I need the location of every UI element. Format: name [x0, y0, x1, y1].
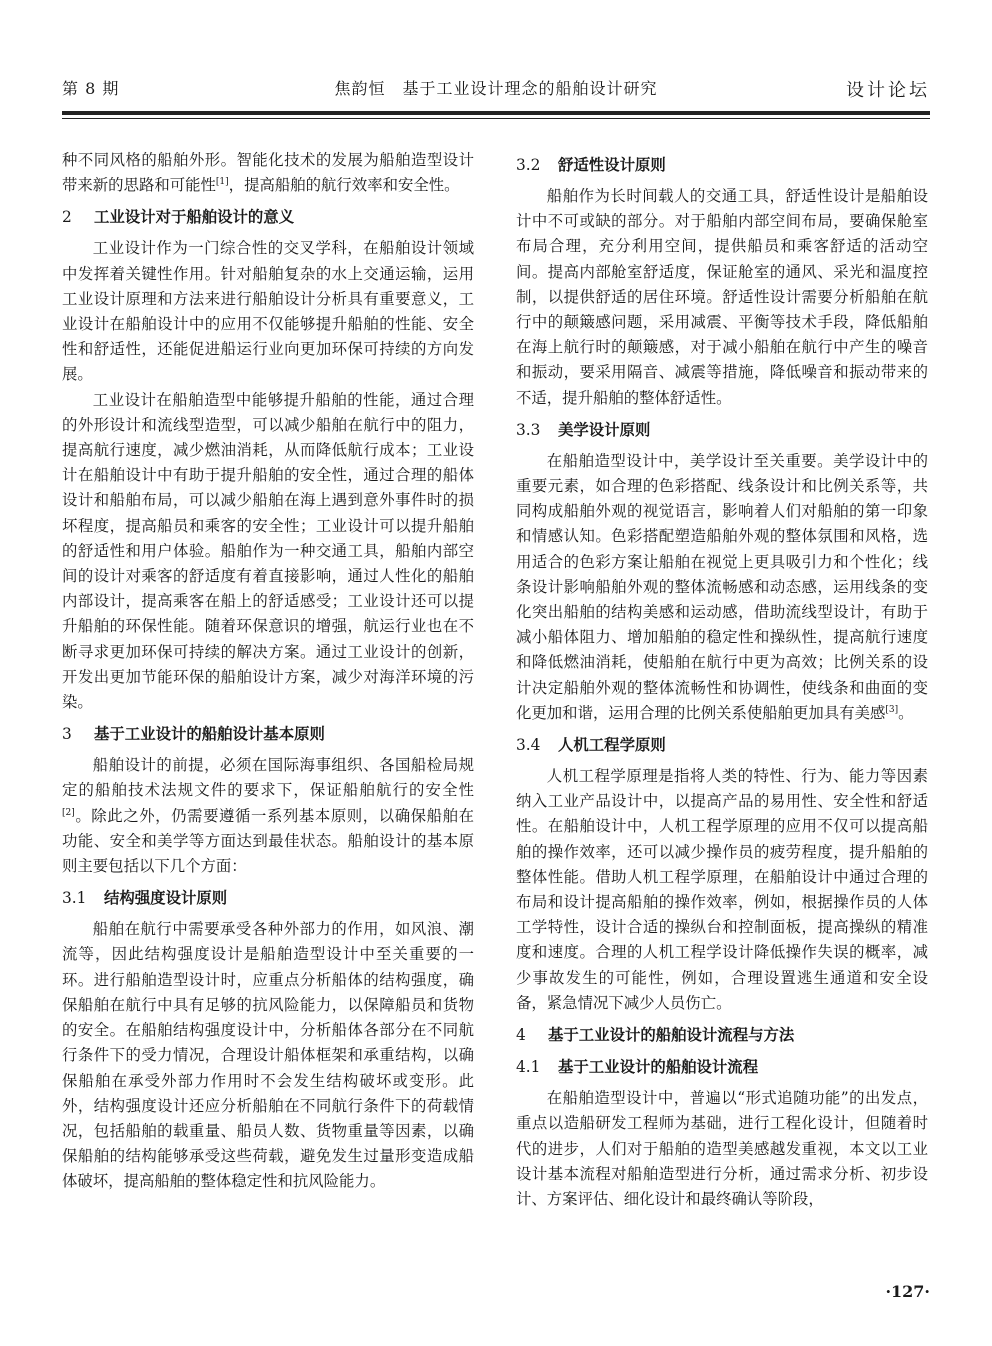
- paragraph: 工业设计作为一门综合性的交叉学科，在船舶设计领域中发挥着关键性作用。针对船舶复杂的水上交通运输，运用工业设计原理和方法来进行船舶设计分析具有重要意义，工业设计在船舶设计中的应用不仅能够提升船舶的性能、安全性和舒适性，还能促进船运行业向更加环保可持续的方向发展。: [62, 239, 474, 384]
- paragraph: 工业设计在船舶造型中能够提升船舶的性能，通过合理的外形设计和流线型造型，可以减少船舶在航行中的阻力，提高航行速度，减少燃油消耗，从而降低航行成本；工业设计在船舶设计中有助于提升船舶的安全性，通过合理的船体设计和船舶布局，可以减少船舶在海上遇到意外事件时的损坏程度，提高船员和乘客的安全性；工业设计可以提升船舶的舒适性和用户体验。船舶作为一种交通工具，船舶内部空间的设计对乘客的舒适度有着直接影响，通过人性化的船舶内部设计，提高乘客在船上的舒适感受；工业设计还可以提升船舶的环保性能。随着环保意识的增强，航运行业也在不断寻求更加环保可持续的解决方案。通过工业设计的创新，开发出更加节能环保的船舶设计方案，减少对海洋环境的污染。: [62, 390, 474, 712]
- subsection-heading-3-3: 3.3 美学设计原则: [516, 420, 651, 439]
- paragraph: 种不同风格的船舶外形。智能化技术的发展为船舶造型设计带来新的思路和可能性[1]，提高船舶的航行效率和安全性。: [62, 151, 474, 195]
- paragraph: 船舶在航行中需要承受各种外部力的作用，如风浪、潮流等，因此结构强度设计是船舶造型设计中至关重要的一环。进行船舶造型设计时，应重点分析船体的结构强度，确保船舶在航行中具有足够的抗风险能力，以保障船员和货物的安全。在船舶结构强度设计中，分析船体各部分在不同航行条件下的受力情况，合理设计船体框架和承重结构，以确保船舶在承受外部力作用时不会发生结构破坏或变形。此外，结构强度设计还应分析船舶在不同航行条件下的荷载情况，包括船舶的载重量、船员人数、货物重量等因素，以确保船舶的结构能够承受这些荷载，避免发生过量形变造成船体破坏，提高船舶的整体稳定性和抗风险能力。: [62, 920, 474, 1191]
- paragraph: 人机工程学原理是指将人类的特性、行为、能力等因素纳入工业产品设计中，以提高产品的易用性、安全性和舒适性。在船舶设计中，人机工程学原理的应用不仅可以提高船舶的操作效率，还可以减少操作员的疲劳程度，提升船舶的整体性能。借助人机工程学原理，在船舶设计中通过合理的布局和设计提高船舶的操作效率，例如，根据操作员的人体工学特性，设计合适的操纵台和控制面板，提高操纵的精准度和速度。合理的人机工程学设计降低操作失误的概率，减少事故发生的可能性，例如，合理设置逃生通道和安全设备，紧急情况下减少人员伤亡。: [516, 767, 928, 1012]
- paragraph: 船舶作为长时间载人的交通工具，舒适性设计是船舶设计中不可或缺的部分。对于船舶内部空间布局，要确保舱室布局合理，充分利用空间，提供船员和乘客舒适的活动空间。提高内部舱室舒适度，保证舱室的通风、采光和温度控制，以提供舒适的居住环境。舒适性设计需要分析船舶在航行中的颠簸感问题，采用减震、平衡等技术手段，降低船舶在海上航行时的颠簸感，对于减小船舶在航行中产生的噪音和振动，要采用隔音、减震等措施，降低噪音和振动带来的不适，提升船舶的整体舒适性。: [516, 187, 928, 407]
- paragraph: 在船舶造型设计中，美学设计至关重要。美学设计中的重要元素，如合理的色彩搭配、线条设计和比例关系等，共同构成船舶外观的视觉语言，影响着人们对船舶的第一印象和情感认知。色彩搭配塑造船舶外观的整体氛围和风格，选用适合的色彩方案让船舶在视觉上更具吸引力和个性化；线条设计影响船舶外观的整体流畅感和动态感，运用线条的变化突出船舶的结构美感和运动感，借助流线型设计，有助于减小船体阻力、增加船舶的稳定性和操纵性，提高航行速度和降低燃油消耗，使船舶在航行中更为高效；比例关系的设计决定船舶外观的整体流畅性和协调性，使线条和曲面的变化更加和谐，运用合理的比例关系使船舶更加具有美感[3]。: [516, 451, 928, 722]
- page-number: ·127·: [885, 1282, 930, 1301]
- right-column: [516, 148, 928, 1212]
- header-rule-thin: [62, 118, 930, 119]
- subsection-heading-3-4: 3.4 人机工程学原则: [516, 736, 666, 755]
- subsection-heading-3-1: 3.1 结构强度设计原则: [62, 889, 228, 908]
- running-header: [62, 76, 930, 102]
- subsection-heading-3-2: 3.2 舒适性设计原则: [516, 156, 666, 174]
- section-label: 设计论坛: [846, 80, 930, 101]
- citation-ref: [2]: [62, 807, 75, 818]
- issue-label: 第 8 期: [62, 79, 120, 98]
- paragraph: 船舶设计的前提，必须在国际海事组织、各国船检局规定的船舶技术法规文件的要求下，保证船舶航行的安全性[2]。除此之外，仍需要遵循一系列基本原则，以确保船舶在功能、安全和美学等方面达到最佳状态。船舶设计的基本原则主要包括以下几个方面：: [62, 756, 474, 876]
- citation-ref: [1]: [215, 177, 229, 188]
- header-rule-thick: [62, 111, 930, 115]
- left-column: [62, 148, 474, 1195]
- section-heading-3: 3 基于工业设计的船舶设计基本原则: [62, 725, 325, 744]
- section-heading-2: 2 工业设计对于船舶设计的意义: [62, 208, 295, 227]
- subsection-heading-4-1: 4.1 基于工业设计的船舶设计流程: [516, 1058, 759, 1077]
- paragraph: 在船舶造型设计中，普遍以“形式追随功能”的出发点，重点以造船研发工程师为基础，进行工程化设计，但随着时代的进步，人们对于船舶的造型美感越发重视，本文以工业设计基本流程对船舶造型进行分析，通过需求分析、初步设计、方案评估、细化设计和最终确认等阶段，: [516, 1089, 928, 1208]
- citation-ref: [3]: [885, 704, 899, 715]
- section-heading-4: 4 基于工业设计的船舶设计流程与方法: [516, 1026, 795, 1045]
- running-title: 焦韵恒 基于工业设计理念的船舶设计研究: [334, 79, 658, 98]
